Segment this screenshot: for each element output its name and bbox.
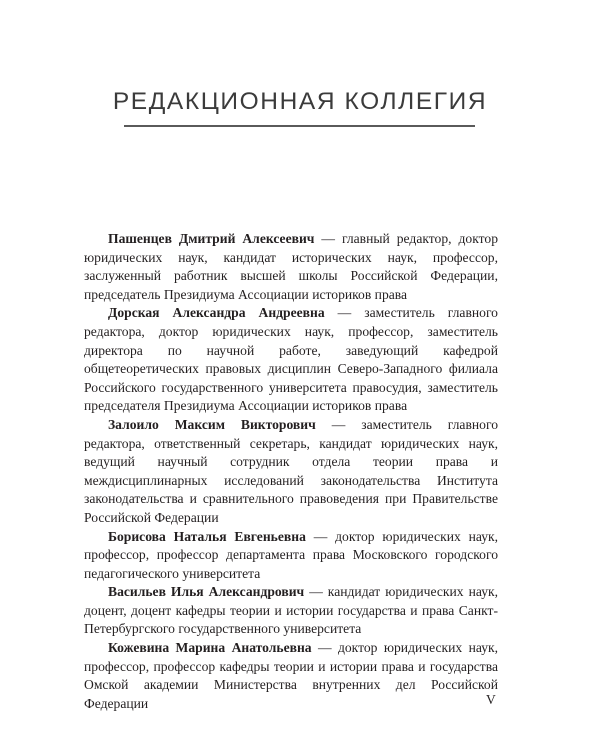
board-member-entry <box>84 416 498 528</box>
board-member-entry <box>84 304 498 416</box>
board-member-entry <box>84 230 498 304</box>
member-name: Пашенцев Дмитрий Алексеевич <box>108 231 315 246</box>
member-name: Дорская Александра Андреевна <box>108 305 325 321</box>
member-description: — доктор юридических наук, профессор, профессор кафедры теории и истории права и государства Омской академии Министерства внутренних дел Российской Федерации <box>84 640 498 711</box>
board-member-entry <box>84 639 498 713</box>
member-name: Залоило Максим Викторович <box>108 416 316 432</box>
editorial-board-list <box>84 230 498 713</box>
title-underline <box>124 125 475 127</box>
member-description: — заместитель главного редактора, доктор юридических наук, профессор, заместитель директора по научной работе, заведующий кафедрой общетеоретических правовых дисциплин Северо-Западного филиала Российского государственного университета правосудия, заместитель председателя Президиума Ассоциации историков права <box>84 305 498 414</box>
board-member-entry <box>84 528 498 584</box>
member-description: — заместитель главного редактора, ответственный секретарь, кандидат юридических наук, ведущий научный сотрудник отдела теории права и междисциплинарных исследований законодательства Института законодательства и сравнительного правоведения при Правительстве Российской Федерации <box>84 416 498 525</box>
page-title: РЕДАКЦИОННАЯ КОЛЛЕГИЯ <box>112 88 488 115</box>
member-name: Васильев Илья Александрович <box>108 584 305 600</box>
member-name: Борисова Наталья Евгеньевна <box>108 528 306 544</box>
member-name: Кожевина Марина Анатольевна <box>108 640 312 656</box>
board-member-entry <box>84 583 498 639</box>
member-description: — главный редактор, доктор юридических наук, кандидат исторических наук, профессор, заслуженный работник высшей школы Российской Федерации, председатель Президиума Ассоциации историков права <box>84 231 498 302</box>
member-description: — кандидат юридических наук, доцент, доцент кафедры теории и истории государства и права Санкт-Петербургского государственного университета <box>84 584 498 637</box>
page-number: V <box>486 692 496 707</box>
member-description: — доктор юридических наук, профессор, профессор департамента права Московского городского педагогического университета <box>84 528 499 581</box>
